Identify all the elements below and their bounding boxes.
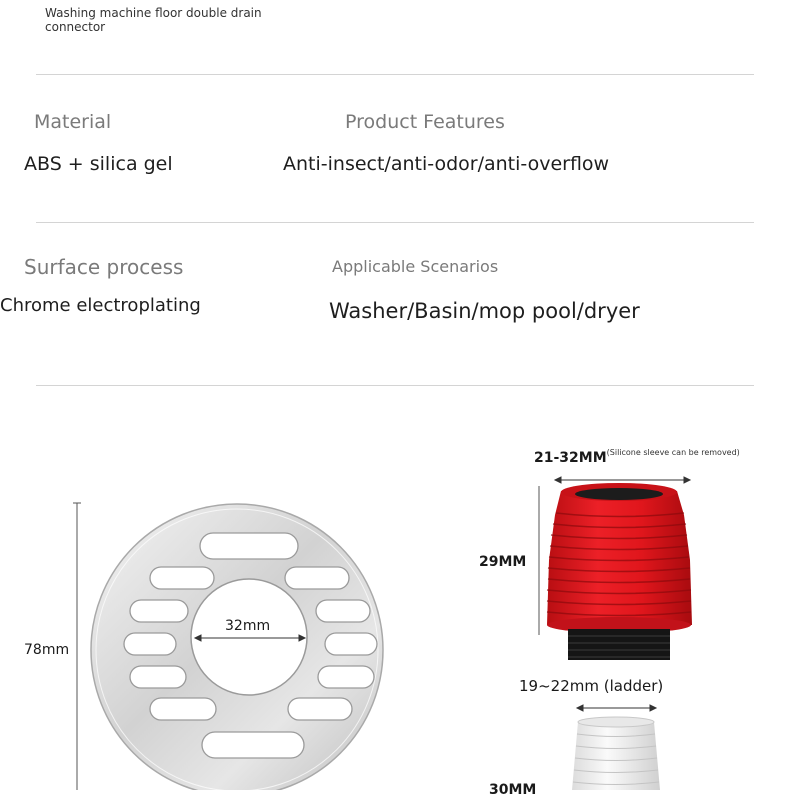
product-title: Washing machine floor double drain connector: [45, 6, 262, 34]
material-label: Material: [34, 111, 112, 133]
surface-label: Surface process: [24, 255, 184, 279]
cover-diameter-label: 78mm: [24, 642, 70, 658]
ladder-range-label: 19~22mm (ladder): [519, 677, 664, 695]
surface-value: Chrome electroplating: [0, 295, 201, 316]
center-hole: [191, 579, 307, 695]
scenarios-value: Washer/Basin/mop pool/dryer: [329, 299, 640, 323]
sleeve-range-label: 21-32MM$^{(Silicone sleeve can be removed)}$: [534, 448, 740, 466]
black-thread: [568, 629, 670, 660]
scenarios-label: Applicable Scenarios: [332, 257, 499, 276]
sleeve-removable-note: (Silicone sleeve can be removed): [606, 448, 740, 457]
diameter-dimension-line: [73, 503, 81, 790]
features-value: Anti-insect/anti-odor/anti-overflow: [283, 153, 610, 175]
white-adapter: [572, 717, 660, 790]
center-hole-label: 32mm: [225, 618, 271, 634]
red-silicone-sleeve: [547, 483, 692, 633]
ladder-dimension: [577, 705, 656, 711]
features-label: Product Features: [345, 111, 505, 133]
drain-cover: [91, 504, 383, 790]
sleeve-height-label: 29MM: [479, 554, 527, 570]
lower-height-label: 30MM: [489, 782, 537, 798]
sleeve-width-dimension: [555, 477, 690, 483]
material-value: ABS + silica gel: [24, 153, 173, 175]
